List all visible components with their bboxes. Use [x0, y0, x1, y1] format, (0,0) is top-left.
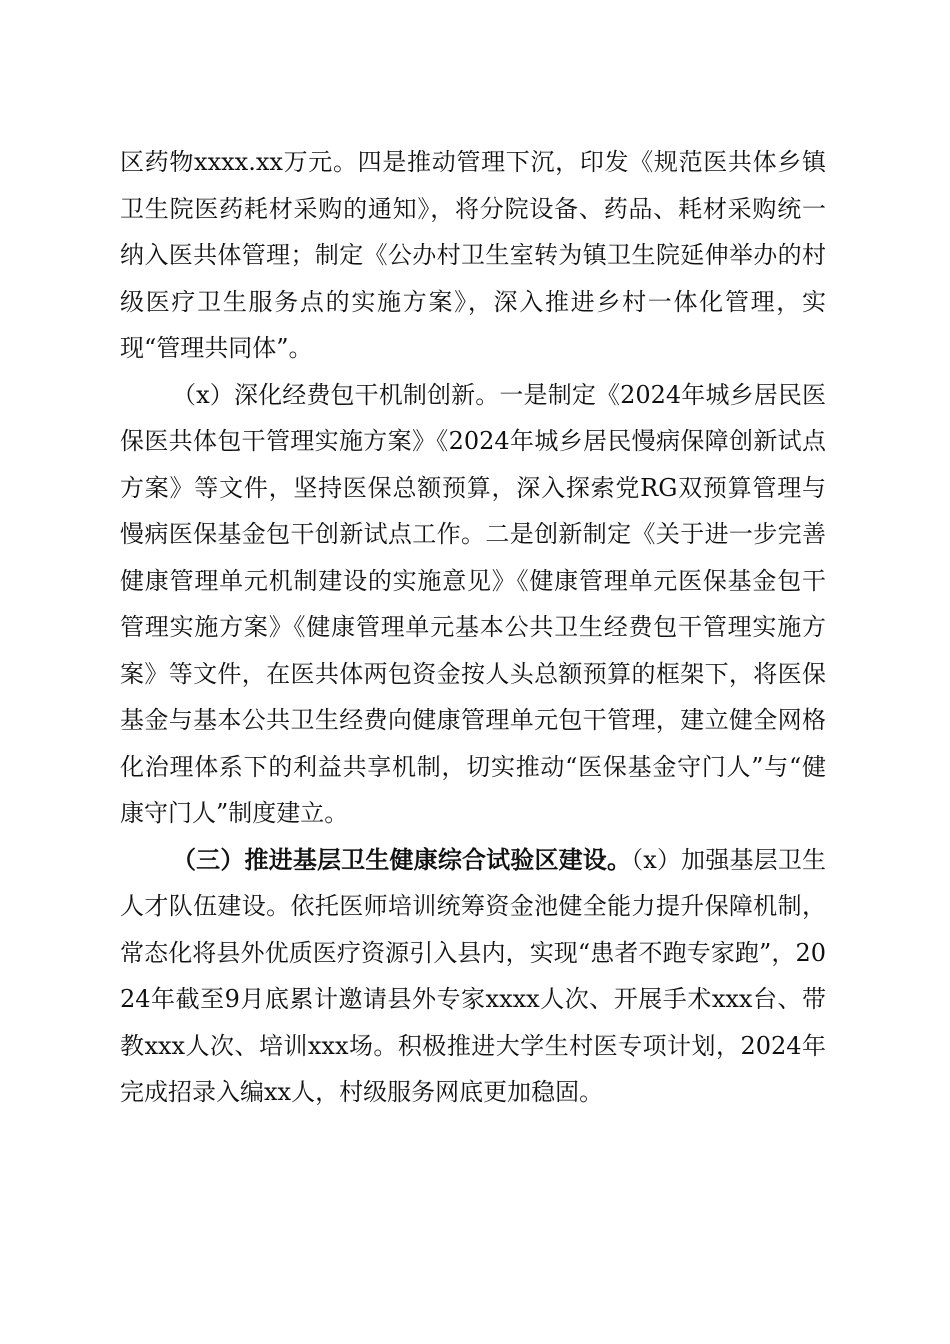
paragraph-funding-mechanism: （x）深化经费包干机制创新。一是制定《2024年城乡居民医保医共体包干管理实施方案》《2024年城乡居民慢病保障创新试点方案》等文件，坚持医保总额预算，深入探索党RG双预算管理与慢病医保基金包干创新试点工作。二是创新制定《关于进一步完善健康管理单元机制建设的实施意见》《健康管理单元医保基金包干管理实施方案》《健康管理单元基本公共卫生经费包干管理实施方案》等文件，在医共体两包资金按人头总额预算的框架下，将医保基金与基本公共卫生经费向健康管理单元包干管理，建立健全网格化治理体系下的利益共享机制，切实推动“医保基金守门人”与“健康守门人”制度建立。 — [120, 380, 826, 827]
section-heading-pilot-zone: （三）推进基层卫生健康综合试验区建设。 — [172, 844, 632, 874]
paragraph-drug-procurement: 区药物xxxx.xx万元。四是推动管理下沉，印发《规范医共体乡镇卫生院医药耗材采购的通知》，将分院设备、药品、耗材采购统一纳入医共体管理；制定《公办村卫生室转为镇卫生院延伸举办的村级医疗卫生服务点的实施方案》，深入推进乡村一体化管理，实现“管理共同体”。 — [120, 148, 826, 362]
paragraph-pilot-zone — [120, 837, 826, 1116]
paragraph-talent-building: （x）加强基层卫生人才队伍建设。依托医师培训统筹资金池健全能力提升保障机制，常态化将县外优质医疗资源引入县内，实现“患者不跑专家跑”，2024年截至9月底累计邀请县外专家xxxx人次、开展手术xxx台、带教xxx人次、培训xxx场。积极推进大学生村医专项计划，2024年完成招录入编xx人，村级服务网底更加稳固。 — [120, 845, 826, 1106]
document-body — [120, 139, 826, 1116]
